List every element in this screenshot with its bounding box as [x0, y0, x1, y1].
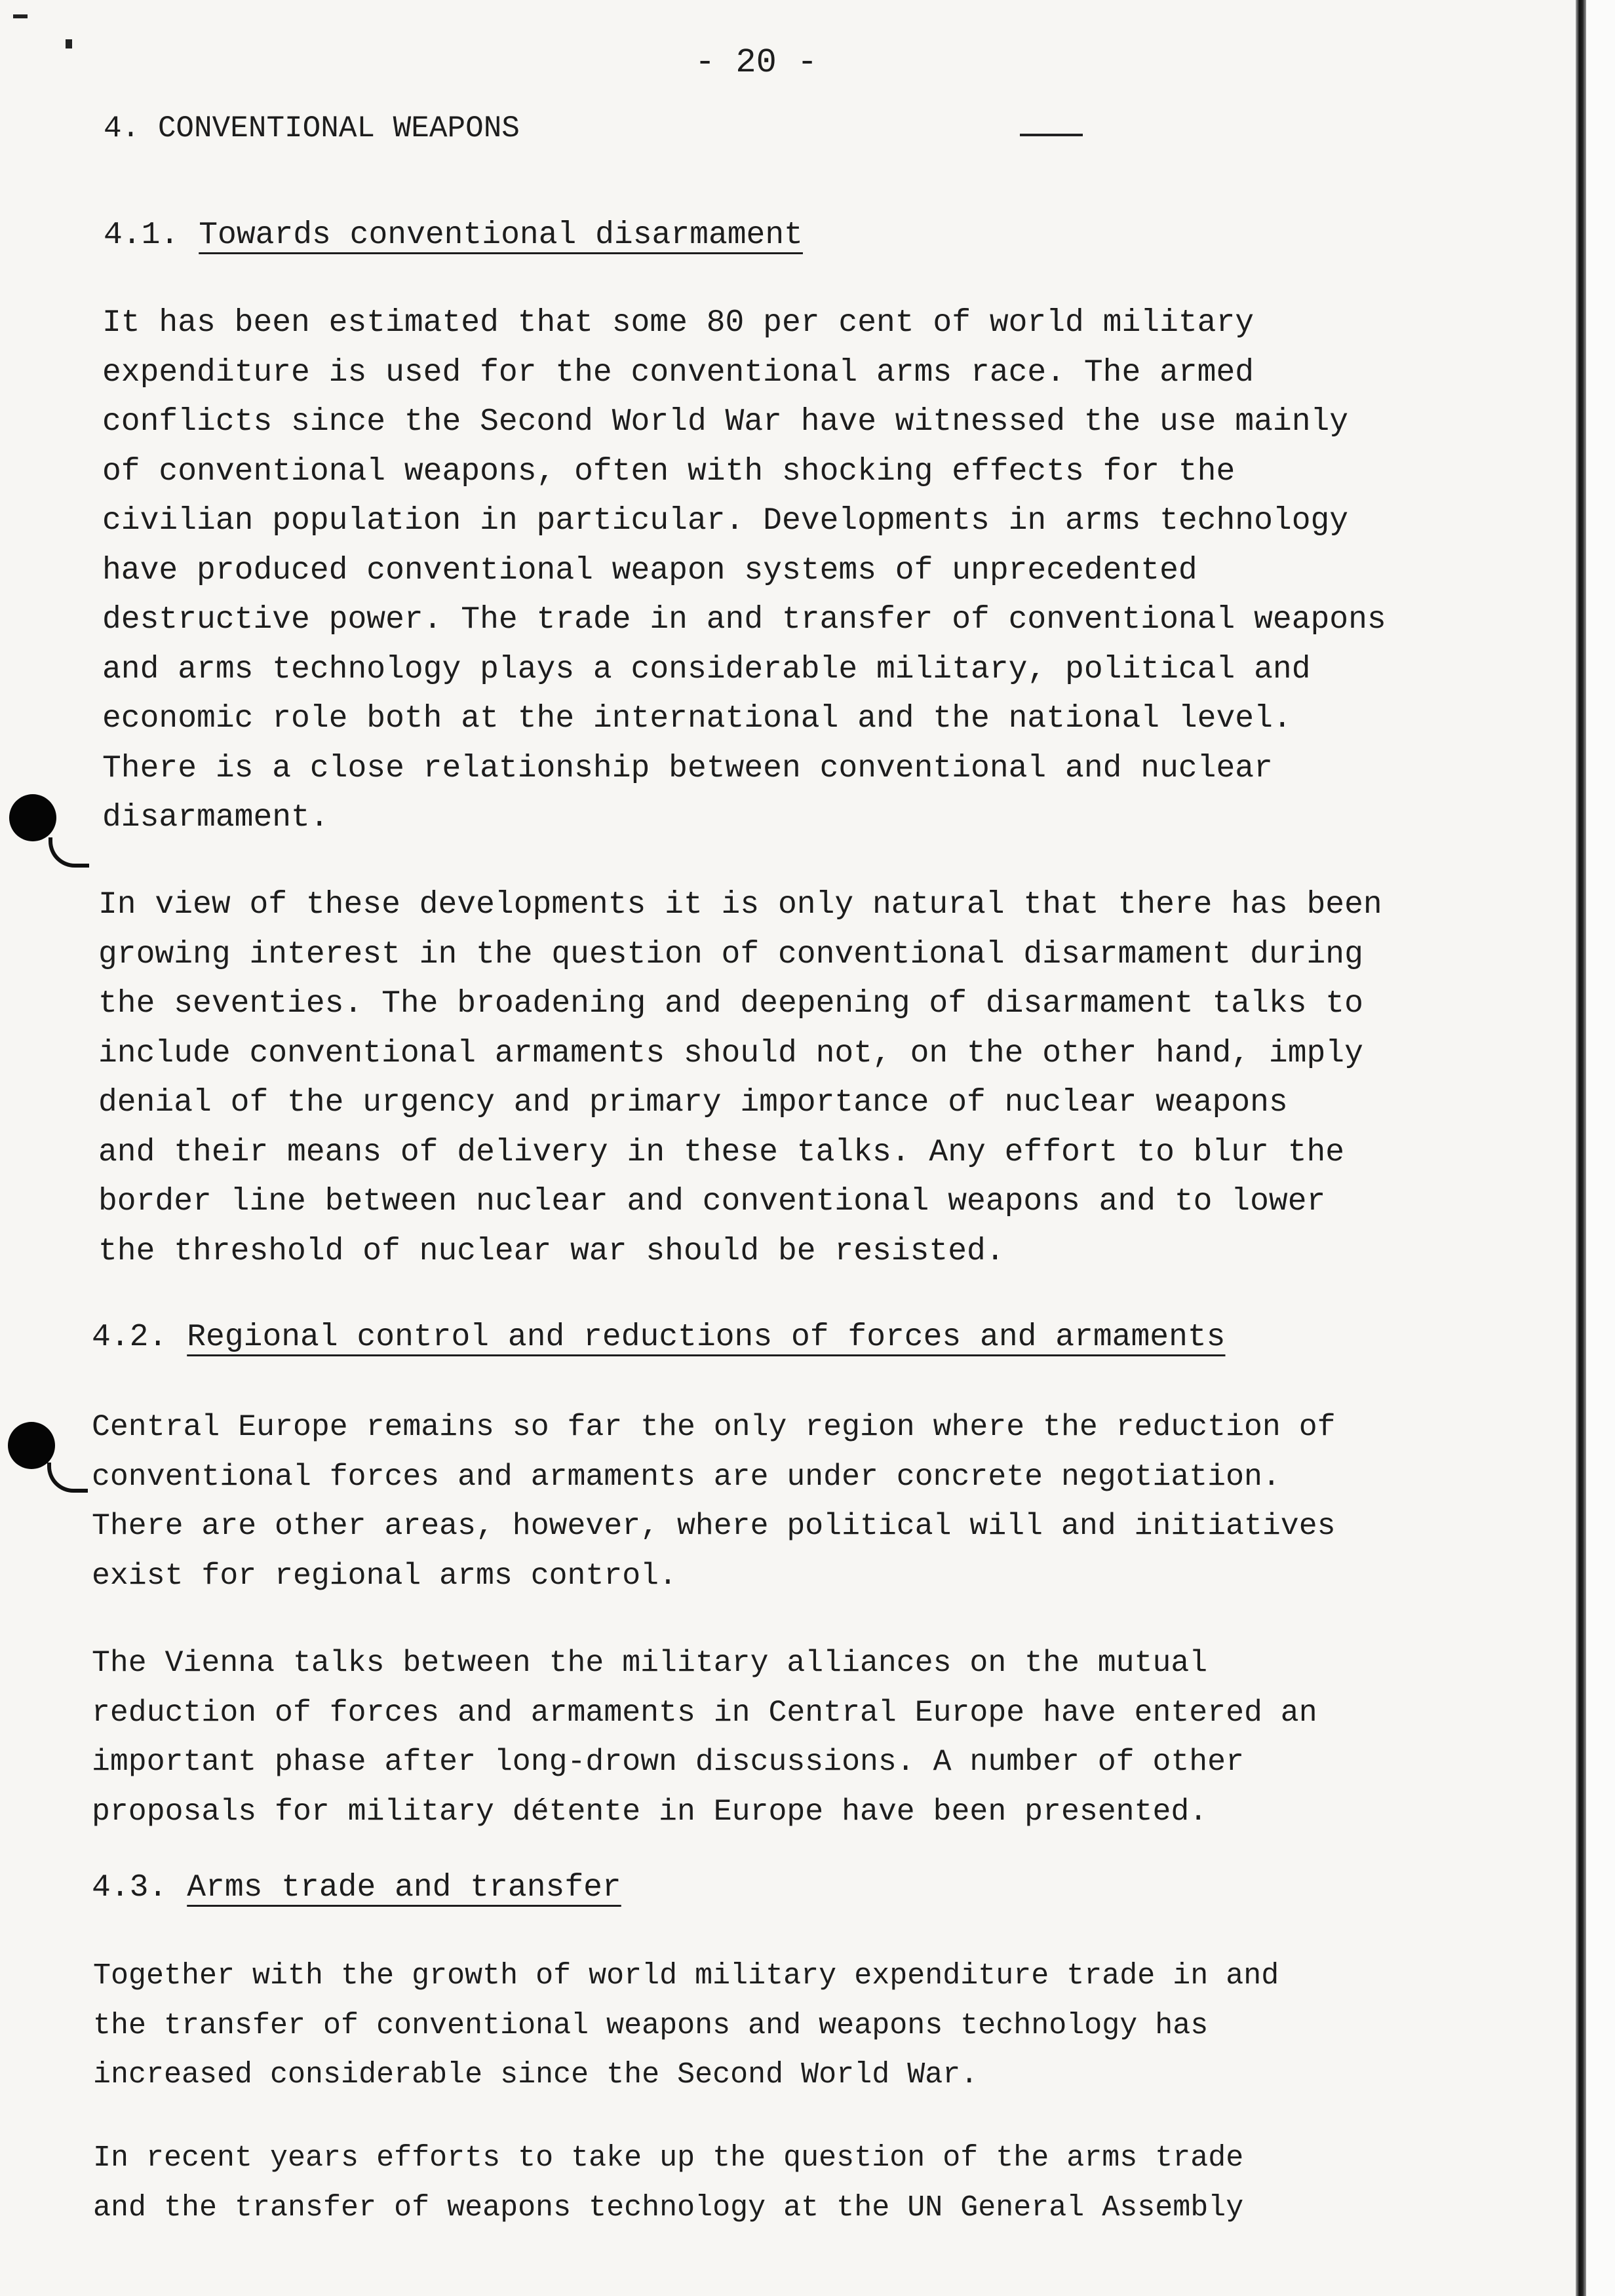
- subsection-title: Arms trade and transfer: [187, 1870, 621, 1905]
- text-line: disarmament.: [102, 800, 329, 835]
- scan-speck: [66, 39, 72, 48]
- subsection-4-2: [92, 1320, 1225, 1355]
- punch-hole-mark-top: [49, 837, 89, 868]
- paragraph-6: [93, 2133, 1243, 2232]
- text-line: border line between nuclear and conventional weapons and to lower: [98, 1184, 1326, 1219]
- text-line: The Vienna talks between the military alliances on the mutual: [92, 1645, 1208, 1680]
- text-line: and the transfer of weapons technology at the UN General Assembly: [93, 2191, 1244, 2225]
- paragraph-2: [98, 881, 1382, 1276]
- text-line: growing interest in the question of conventional disarmament during: [98, 936, 1363, 972]
- subsection-number: 4.2.: [92, 1320, 168, 1355]
- text-line: conflicts since the Second World War have witnessed the use mainly: [102, 404, 1349, 440]
- text-line: conventional forces and armaments are under concrete negotiation.: [92, 1459, 1281, 1494]
- subsection-4-1: [104, 218, 803, 253]
- scan-right-margin: [1586, 0, 1615, 2296]
- page-number: - 20 -: [695, 43, 818, 82]
- subsection-title: Towards conventional disarmament: [199, 218, 803, 253]
- text-line: There is a close relationship between conventional and nuclear: [102, 750, 1273, 786]
- paragraph-1: [102, 299, 1386, 843]
- text-line: have produced conventional weapon systems of unprecedented: [102, 552, 1197, 588]
- text-line: and their means of delivery in these talks. Any effort to blur the: [98, 1134, 1345, 1170]
- text-line: economic role both at the international and the national level.: [102, 701, 1292, 737]
- stray-mark: [1020, 134, 1083, 136]
- text-line: the transfer of conventional weapons and weapons technology has: [93, 2008, 1209, 2042]
- text-line: Central Europe remains so far the only region where the reduction of: [92, 1409, 1336, 1444]
- paragraph-3: [92, 1402, 1336, 1600]
- paragraph-4: [92, 1638, 1317, 1836]
- scan-speck: [13, 14, 28, 18]
- text-line: reduction of forces and armaments in Central Europe have entered an: [92, 1694, 1317, 1730]
- text-line: proposals for military détente in Europe have been presented.: [92, 1793, 1208, 1829]
- section-heading: 4. CONVENTIONAL WEAPONS: [104, 111, 520, 145]
- text-line: the threshold of nuclear war should be resisted.: [98, 1233, 1005, 1269]
- text-line: and arms technology plays a considerable military, political and: [102, 651, 1311, 687]
- text-line: In view of these developments it is only natural that there has been: [98, 887, 1382, 923]
- subsection-title: Regional control and reductions of forces and armaments: [187, 1320, 1226, 1355]
- text-line: denial of the urgency and primary importance of nuclear weapons: [98, 1085, 1288, 1120]
- text-line: the seventies. The broadening and deepening of disarmament talks to: [98, 986, 1363, 1022]
- subsection-number: 4.3.: [92, 1870, 168, 1905]
- punch-hole-mark-bottom: [47, 1463, 88, 1493]
- text-line: exist for regional arms control.: [92, 1558, 677, 1593]
- text-line: expenditure is used for the conventional arms race. The armed: [102, 354, 1255, 391]
- subsection-4-3: [92, 1870, 621, 1905]
- text-line: of conventional weapons, often with shocking effects for the: [102, 453, 1236, 489]
- text-line: increased considerable since the Second World War.: [93, 2058, 979, 2092]
- text-line: important phase after long-drown discussions. A number of other: [92, 1744, 1244, 1779]
- text-line: include conventional armaments should not, on the other hand, imply: [98, 1035, 1363, 1071]
- text-line: There are other areas, however, where political will and initiatives: [92, 1508, 1336, 1543]
- text-line: It has been estimated that some 80 per cent of world military: [102, 305, 1255, 341]
- text-line: In recent years efforts to take up the question of the arms trade: [93, 2141, 1244, 2175]
- text-line: civilian population in particular. Developments in arms technology: [102, 503, 1349, 539]
- subsection-number: 4.1.: [104, 218, 180, 253]
- punch-hole-top: [9, 794, 56, 841]
- text-line: Together with the growth of world military expenditure trade in and: [93, 1959, 1279, 1993]
- scan-page-edge: [1576, 0, 1586, 2296]
- text-line: destructive power. The trade in and transfer of conventional weapons: [102, 602, 1386, 638]
- paragraph-5: [93, 1951, 1279, 2100]
